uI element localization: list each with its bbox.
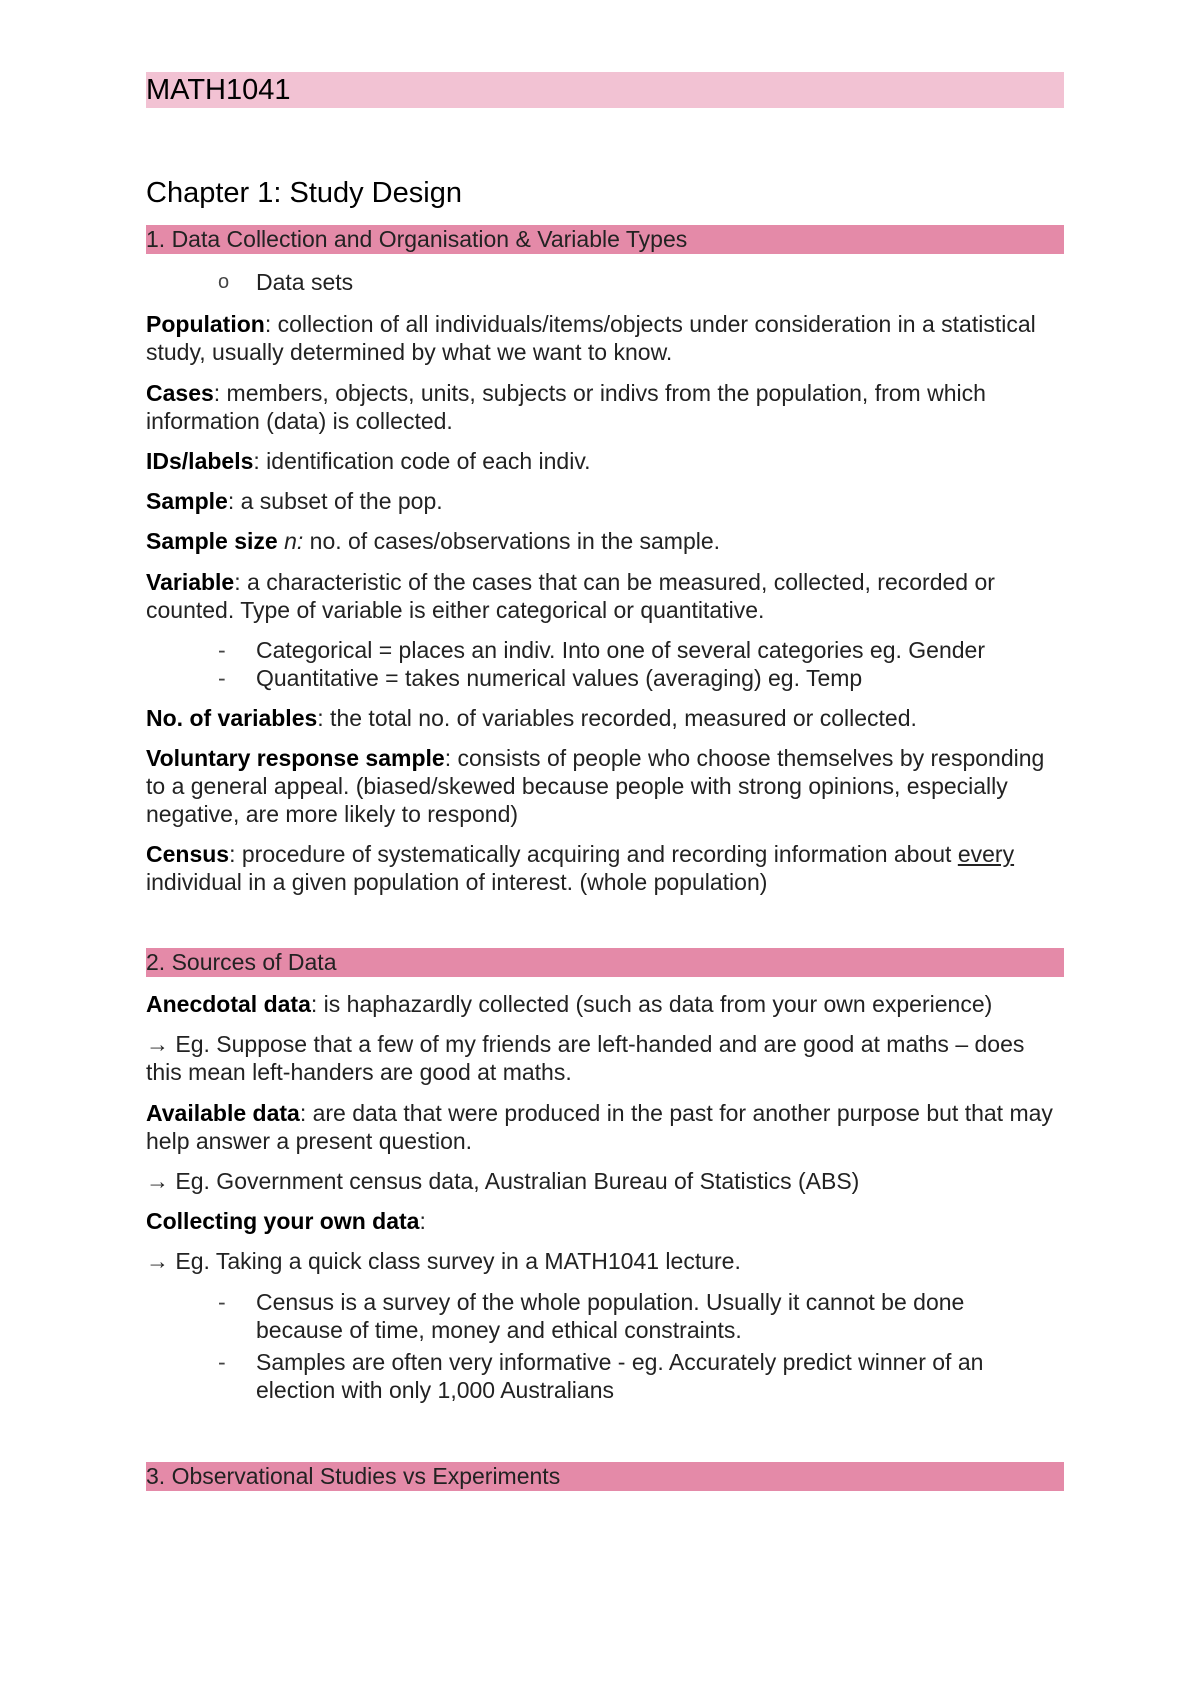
example-text: Eg. Taking a quick class survey in a MATH1041 lecture. [175,1248,741,1274]
section-heading-text: 3. Observational Studies vs Experiments [146,1463,561,1489]
definition-population [146,310,1066,366]
definition-text: no. of cases/observations in the sample. [303,528,721,554]
example-anecdotal [146,1030,1066,1086]
definition-sample [146,487,1066,515]
definition-text: : members, objects, units, subjects or indivs from the population, from which information (data) is collected. [146,380,986,434]
section-heading-2 [146,948,1064,977]
definition-text: individual in a given population of interest. (whole population) [146,869,768,895]
circle-bullet-icon: o [218,271,230,293]
example-own-data [146,1247,1066,1275]
underlined-word: every [957,841,1015,867]
course-title: MATH1041 [146,74,291,106]
definition-variable [146,568,1066,624]
arrow-icon: → [146,1168,169,1194]
arrow-icon: → [146,1031,169,1057]
definition-text: : [419,1208,426,1234]
n-symbol: n: [284,528,304,554]
list-item-text: Census is a survey of the whole population. Usually it cannot be done because of time, money and ethical constraints. [256,1289,965,1343]
section-heading-text: 2. Sources of Data [146,949,337,975]
term: Population [146,311,265,337]
dash-bullet-icon: - [218,1289,226,1315]
definition-text: : collection of all individuals/items/objects under consideration in a statistical study, usually determined by what we want to know. [146,311,1036,365]
term: Variable [146,569,235,595]
section-heading-text: 1. Data Collection and Organisation & Variable Types [146,226,688,252]
term: Voluntary response sample [146,745,445,771]
definition-anecdotal [146,990,1066,1018]
definition-text: : procedure of systematically acquiring and recording information about [229,841,958,867]
definition-voluntary-response [146,744,1066,828]
dash-bullet-icon: - [218,665,226,691]
definition-ids [146,447,1066,475]
dash-bullet-icon: - [218,637,226,663]
section-heading-1 [146,225,1064,254]
definition-census [146,840,1066,896]
term: IDs/labels [146,448,254,474]
term: Cases [146,380,214,406]
list-item-text: Data sets [256,269,354,295]
term: Anecdotal data [146,991,311,1017]
term: Census [146,841,230,867]
definition-text: : is haphazardly collected (such as data from your own experience) [310,991,993,1017]
dash-bullet-icon: - [218,1349,226,1375]
definition-own-data [146,1207,1066,1235]
term: Collecting your own data [146,1208,420,1234]
term: No. of variables [146,705,318,731]
definition-sample-size [146,527,1066,555]
example-text: Eg. Government census data, Australian Bureau of Statistics (ABS) [175,1168,860,1194]
definition-text: : a subset of the pop. [227,488,443,514]
definition-text: : the total no. of variables recorded, measured or collected. [317,705,917,731]
section-heading-3 [146,1462,1064,1491]
course-title-highlight [146,72,1064,108]
list-item-text: Quantitative = takes numerical values (averaging) eg. Temp [256,665,863,691]
definition-text: : a characteristic of the cases that can be measured, collected, recorded or counted. Type of variable is either categorical or quantitative. [146,569,995,623]
list-item-text: Categorical = places an indiv. Into one of several categories eg. Gender [256,637,985,663]
arrow-icon: → [146,1248,169,1274]
definition-available [146,1099,1066,1155]
example-text: Eg. Suppose that a few of my friends are left-handed and are good at maths – does this mean left-handers are good at maths. [146,1031,1025,1085]
chapter-title: Chapter 1: Study Design [146,177,462,209]
definition-num-variables [146,704,1066,732]
definition-text: : identification code of each indiv. [253,448,591,474]
definition-text: : consists of people who choose themselves by responding to a general appeal. (biased/skewed because people with strong opinions, especially negative, are more likely to respond) [146,745,1045,827]
definition-text: : are data that were produced in the past for another purpose but that may help answer a present question. [146,1100,1053,1154]
term: Sample [146,488,228,514]
list-item-text: Samples are often very informative - eg. Accurately predict winner of an election with only 1,000 Australians [256,1349,984,1403]
term: Sample size [146,528,278,554]
definition-cases [146,379,1066,435]
example-available [146,1167,1066,1195]
term: Available data [146,1100,300,1126]
